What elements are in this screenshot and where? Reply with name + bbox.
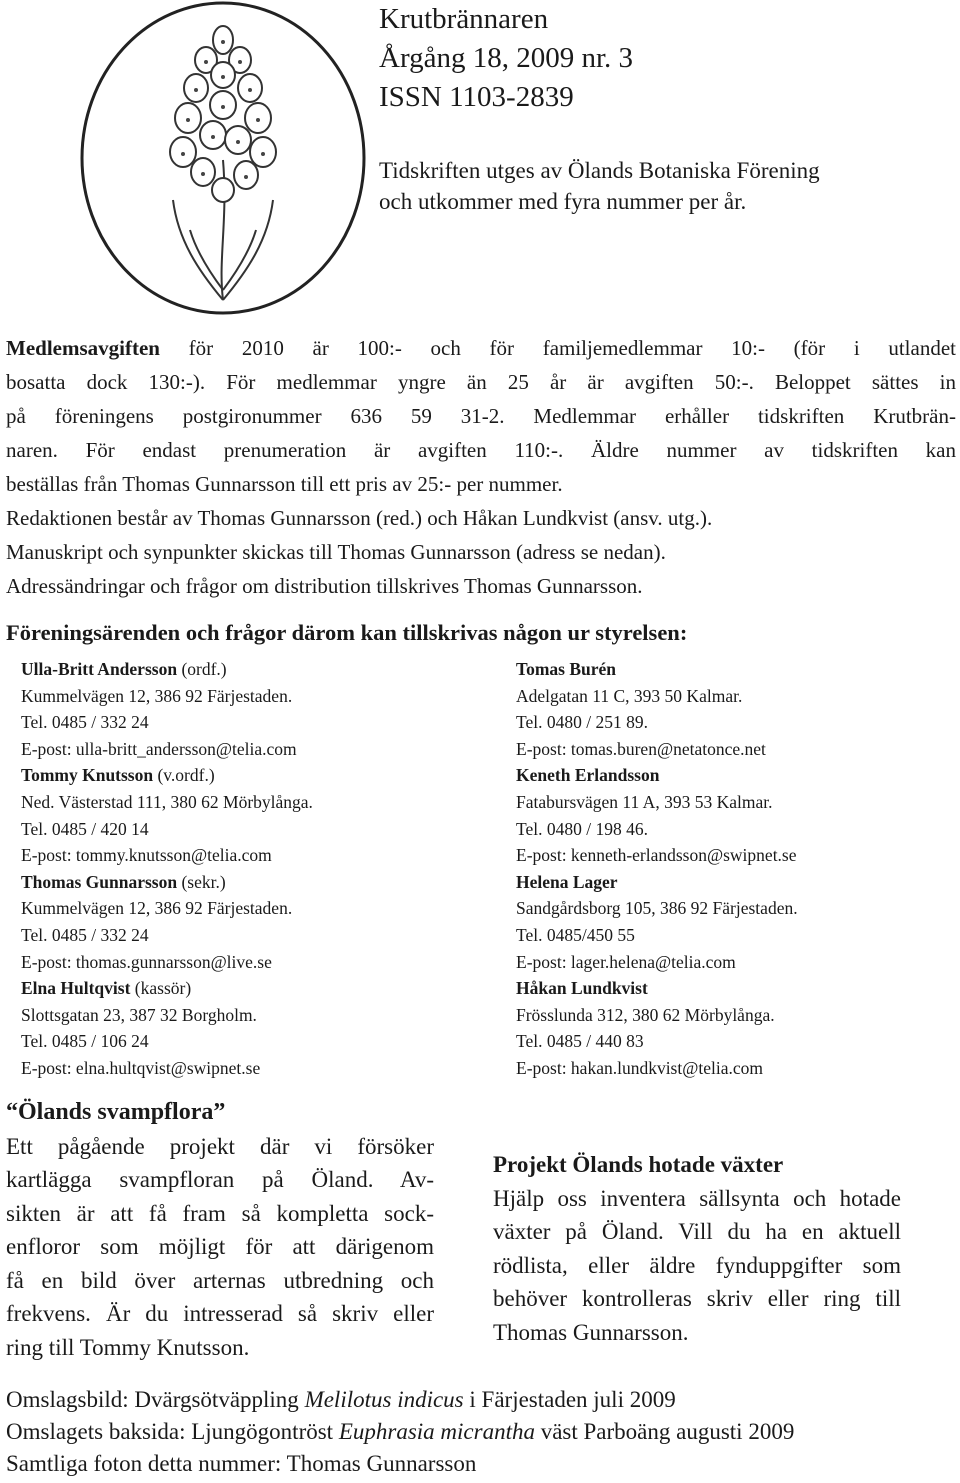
dues-line: bosatta dock 130:-). För medlemmar yngre än 25 år är avgiften 50:-. Beloppet sättes in xyxy=(6,370,956,394)
contact-name-line xyxy=(21,869,313,896)
contact-email: E-post: lager.helena@telia.com xyxy=(516,951,736,972)
contact-address: Kummelvägen 12, 386 92 Färjestaden. xyxy=(21,898,293,919)
photo-credits xyxy=(6,1384,794,1480)
intro-line: och utkommer med fyra nummer per år. xyxy=(379,189,747,214)
hotade-title: Projekt Ölands hotade växter xyxy=(493,1152,784,1177)
masthead xyxy=(379,0,633,117)
notice-line: Thomas Gunnarsson. xyxy=(493,1319,689,1345)
contact-address: Kummelvägen 12, 386 92 Färjestaden. xyxy=(21,685,293,706)
notice-line: växter på Öland. Vill du ha en aktuell xyxy=(493,1219,901,1244)
contact-tel: Tel. 0485 / 332 24 xyxy=(21,712,149,733)
contact-email: E-post: hakan.lundkvist@telia.com xyxy=(516,1057,763,1078)
contact-address: Adelgatan 11 C, 393 50 Kalmar. xyxy=(516,685,743,706)
contact-role: (sekr.) xyxy=(177,871,226,892)
hotade-notice xyxy=(493,1148,901,1349)
contact-email: E-post: thomas.gunnarsson@live.se xyxy=(21,951,272,972)
membership-paragraph xyxy=(6,331,956,603)
notice-line: behöver kontrolleras skriv eller ring till xyxy=(493,1286,901,1311)
contact-email: E-post: kenneth-erlandsson@swipnet.se xyxy=(516,845,797,866)
board-heading: Föreningsärenden och frågor därom kan tillskrivas någon ur styrelsen: xyxy=(6,620,688,645)
contact-tel: Tel. 0485 / 332 24 xyxy=(21,924,149,945)
contact-tel: Tel. 0485 / 106 24 xyxy=(21,1031,149,1052)
notice-line: Hjälp oss inventera sällsynta och hotade xyxy=(493,1185,901,1211)
issue-line: Årgång 18, 2009 nr. 3 xyxy=(379,42,634,74)
dues-line: naren. För endast prenumeration är avgiften 110:-. Äldre nummer av tidskriften kan xyxy=(6,438,956,462)
contact-address: Frösslunda 312, 380 62 Mörbylånga. xyxy=(516,1004,775,1025)
intro-text xyxy=(379,155,820,217)
contact-name: Håkan Lundkvist xyxy=(516,978,648,999)
contact-address: Slottsgatan 23, 387 32 Borgholm. xyxy=(21,1004,257,1025)
contact-name: Tomas Burén xyxy=(516,659,617,679)
contact-name: Elna Hultqvist xyxy=(21,978,131,999)
svampflora-notice xyxy=(6,1096,434,1364)
cover-species: Melilotus indicus xyxy=(304,1387,464,1412)
cover-credit-post: i Färjestaden juli 2009 xyxy=(463,1387,676,1412)
dues-line: på föreningens postgironummer 636 59 31-2. Medlemmar erhåller tidskriften Krutbrän- xyxy=(6,404,956,428)
dues-line-rest: för 2010 är 100:- och för familjemedlemmar 10:- (för i utlandet xyxy=(159,336,956,360)
contact-tel: Tel. 0480 / 251 89. xyxy=(516,712,648,733)
contact-address: Ned. Västerstad 111, 380 62 Mörbylånga. xyxy=(21,791,313,812)
dues-line: Adressändringar och frågor om distribution tillskrives Thomas Gunnarsson. xyxy=(6,574,643,598)
back-credit-pre: Omslagets baksida: Ljungögontröst xyxy=(6,1419,339,1444)
contact-name-line xyxy=(21,975,313,1002)
contact-email: E-post: elna.hultqvist@swipnet.se xyxy=(21,1057,261,1078)
contact-email: E-post: tommy.knutsson@telia.com xyxy=(21,845,272,866)
contact-role: (kassör) xyxy=(130,978,192,999)
contact-tel: Tel. 0485 / 420 14 xyxy=(21,818,149,839)
notice-line: kartlägga svampfloran på Öland. Av- xyxy=(6,1167,434,1192)
dues-line: Redaktionen består av Thomas Gunnarsson (red.) och Håkan Lundkvist (ansv. utg.). xyxy=(6,506,713,530)
orchid-logo xyxy=(78,0,368,318)
contact-role: (v.ordf.) xyxy=(153,765,215,786)
contacts-left xyxy=(21,656,313,1082)
back-credit-post: väst Parboäng augusti 2009 xyxy=(534,1419,795,1444)
cover-credit-pre: Omslagsbild: Dvärgsötväppling xyxy=(6,1387,305,1412)
notice-line: frekvens. Är du intresserad så skriv eller xyxy=(6,1301,434,1326)
contact-address: Fatabursvägen 11 A, 393 53 Kalmar. xyxy=(516,791,773,812)
contact-tel: Tel. 0480 / 198 46. xyxy=(516,818,648,839)
contact-role: (ordf.) xyxy=(177,659,227,679)
dues-line: Manuskript och synpunkter skickas till Thomas Gunnarsson (adress se nedan). xyxy=(6,540,666,564)
contact-name: Helena Lager xyxy=(516,871,618,892)
contact-name: Thomas Gunnarsson xyxy=(21,871,178,892)
dues-lead: Medlemsavgiften xyxy=(6,336,160,360)
back-credit xyxy=(6,1416,794,1448)
dues-line: beställas från Thomas Gunnarsson till ett pris av 25:- per nummer. xyxy=(6,472,563,496)
svampflora-title: “Ölands svampflora” xyxy=(6,1099,226,1125)
contact-email: E-post: ulla-britt_andersson@telia.com xyxy=(21,738,297,759)
contacts-right xyxy=(516,656,798,1082)
contact-tel: Tel. 0485 / 440 83 xyxy=(516,1031,644,1052)
contact-name: Keneth Erlandsson xyxy=(516,765,660,786)
journal-title: Krutbrännaren xyxy=(379,3,549,35)
contact-name: Ulla-Britt Andersson xyxy=(21,659,178,679)
notice-line: enfloror som möjligt för att därigenom xyxy=(6,1234,434,1259)
notice-line: rödlista, eller äldre fynduppgifter som xyxy=(493,1252,901,1278)
notice-line: ring till Tommy Knutsson. xyxy=(6,1334,250,1360)
cover-credit xyxy=(6,1384,794,1416)
intro-line: Tidskriften utges av Ölands Botaniska Förening xyxy=(379,158,820,183)
contact-name-line xyxy=(21,762,313,789)
notice-line: sikten är att få fram så kompletta sock- xyxy=(6,1200,434,1226)
back-species: Euphrasia micrantha xyxy=(338,1419,535,1444)
contact-name-line xyxy=(21,656,313,683)
notice-line: få en bild över arternas utbredning och xyxy=(6,1267,434,1293)
issn-line: ISSN 1103-2839 xyxy=(379,81,574,113)
dues-line xyxy=(6,331,956,365)
photos-credit: Samtliga foton detta nummer: Thomas Gunnarsson xyxy=(6,1451,477,1476)
contact-email: E-post: tomas.buren@netatonce.net xyxy=(516,738,766,759)
contact-address: Sandgårdsborg 105, 386 92 Färjestaden. xyxy=(516,898,798,919)
contact-tel: Tel. 0485/450 55 xyxy=(516,924,635,945)
contact-name: Tommy Knutsson xyxy=(21,765,154,786)
notice-line: Ett pågående projekt där vi försöker xyxy=(6,1133,434,1159)
